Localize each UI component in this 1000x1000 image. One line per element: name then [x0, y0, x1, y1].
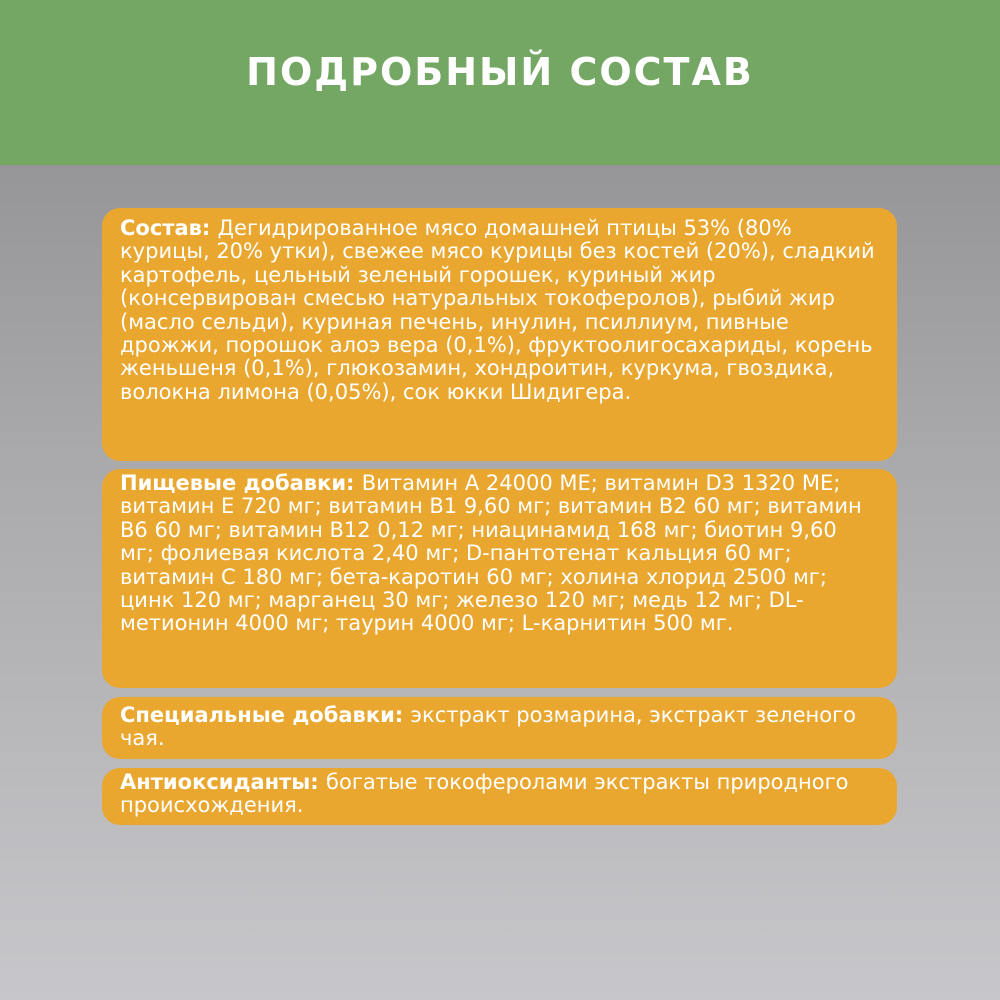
antioxidants-text: богатые токоферолами экстракты природного происхождения. — [120, 770, 849, 818]
antioxidants-card — [102, 768, 897, 825]
composition-label: Состав: — [120, 216, 218, 240]
special-additives-text: экстракт розмарина, экстракт зеленого чая. — [120, 703, 856, 751]
page-title: ПОДРОБНЫЙ СОСТАВ — [246, 50, 754, 94]
antioxidants-label: Антиоксиданты: — [120, 770, 327, 794]
composition-text: Дегидрированное мясо домашней птицы 53% (80% курицы, 20% утки), свежее мясо курицы без костей (20%), сладкий картофель, цельный зеленый горошек, куриный жир (консервирован смесью натуральных токоферолов), рыбий жир (масло сельди), куриная печень, инулин, псиллиум, пивные дрожжи, порошок алоэ вера (0,1%), фруктоолигосахариды, корень женьшеня (0,1%), глюкозамин, хондроитин, куркума, гвоздика, волокна лимона (0,05%), сок юкки Шидигера. — [120, 216, 875, 404]
special-additives-label: Специальные добавки: — [120, 703, 411, 727]
food-additives-label: Пищевые добавки: — [120, 471, 362, 495]
page-header — [0, 0, 1000, 165]
food-additives-card — [102, 469, 897, 688]
special-additives-card — [102, 697, 897, 759]
food-additives-text: Витамин А 24000 МЕ; витамин D3 1320 МЕ; витамин Е 720 мг; витамин B1 9,60 мг; витамин B2 60 мг; витамин B6 60 мг; витамин B12 0,12 мг; ниацинамид 168 мг; биотин 9,60 мг; фолиевая кислота 2,40 мг; D-пантотенат кальция 60 мг; витамин С 180 мг; бета-каротин 60 мг; холина хлорид 2500 мг; цинк 120 мг; марганец 30 мг; железо 120 мг; медь 12 мг; DL-метионин 4000 мг; таурин 4000 мг; L-карнитин 500 мг. — [120, 471, 862, 636]
composition-card — [102, 208, 897, 461]
